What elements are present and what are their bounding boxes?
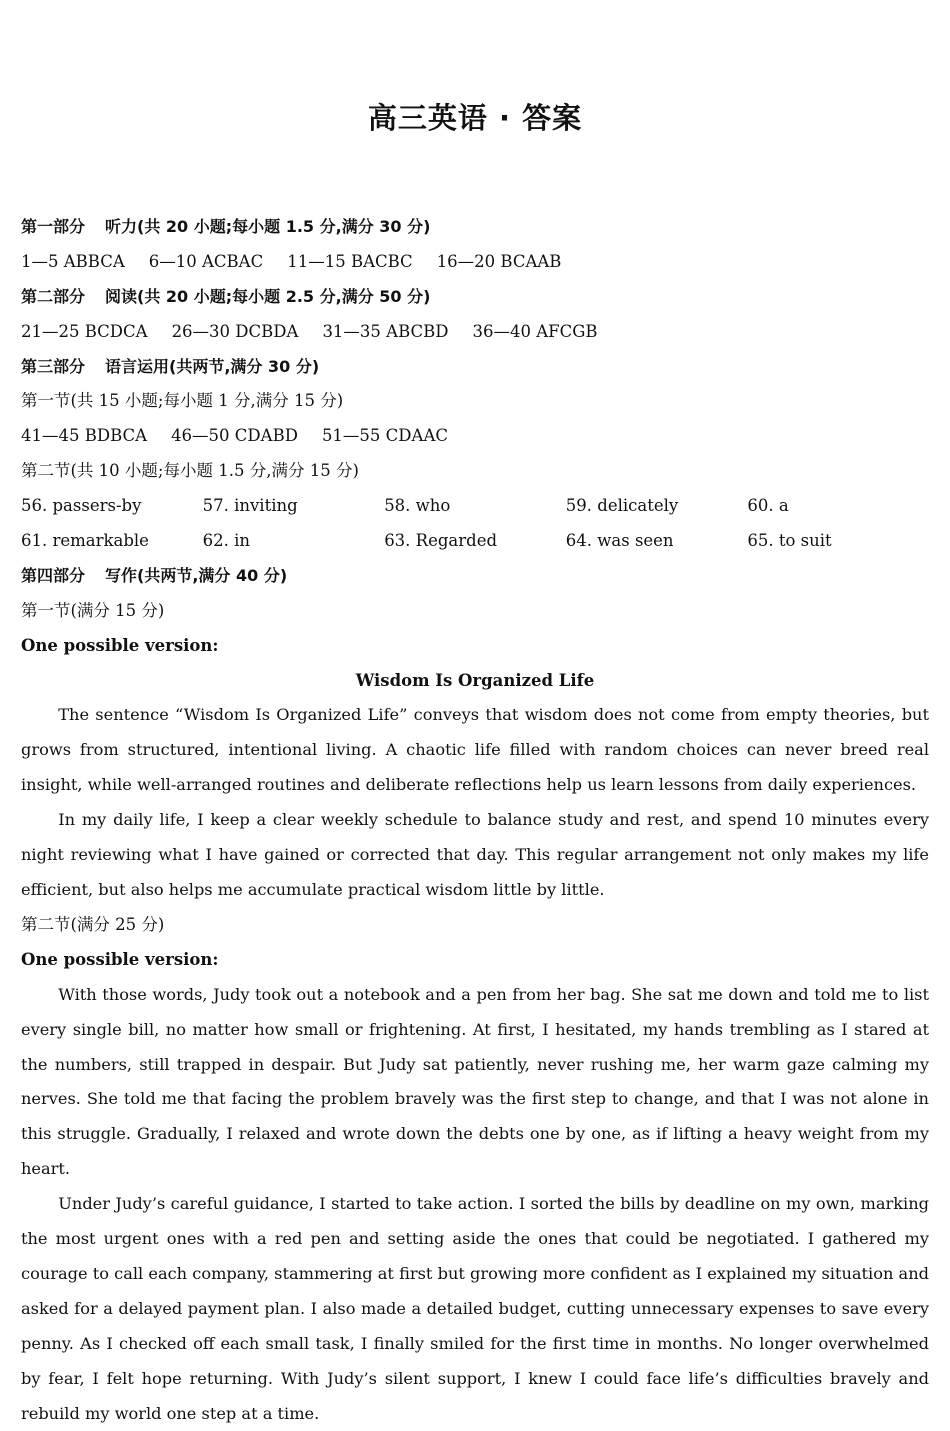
answer-group: 16—20 BCAAB <box>436 251 562 271</box>
version-label: One possible version: <box>21 635 219 655</box>
part4-name: 第四部分 <box>21 565 86 585</box>
grid-answer: 59. delicately <box>565 496 679 516</box>
part2-heading <box>21 280 929 315</box>
part4-section2-heading: 第二节(满分 25 分) <box>21 914 165 934</box>
story-paragraph: Under Judy’s careful guidance, I started to take action. I sorted the bills by deadline on my own, marking the most urgent ones with a red pen and setting aside the ones that could be negotiated. I gathered my courage to call each company, stammering at first but growing more confident as I explained my situation and asked for a delayed payment plan. I also made a detailed budget, cutting unnecessary expenses to save every penny. As I checked off each small task, I finally smiled for the first time in months. No longer overwhelmed by fear, I felt hope returning. With Judy’s silent support, I knew I could face life’s difficulties bravely and rebuild my world one step at a time. <box>21 1194 929 1423</box>
grid-answer: 61. remarkable <box>21 531 149 551</box>
essay-paragraph: The sentence “Wisdom Is Organized Life” conveys that wisdom does not come from empty theories, but grows from structured, intentional living. A chaotic life filled with random choices can never breed real insight, while well-arranged routines and deliberate reflections help us learn lessons from daily experiences. <box>21 705 929 795</box>
answer-group: 36—40 AFCGB <box>472 321 598 341</box>
answer-group: 46—50 CDABD <box>171 426 298 446</box>
part3-section2-heading: 第二节(共 10 小题;每小题 1.5 分,满分 15 分) <box>21 461 359 481</box>
part3-name: 第三部分 <box>21 356 86 376</box>
part2-desc: 阅读(共 20 小题;每小题 2.5 分,满分 50 分) <box>105 286 431 306</box>
answer-group: 11—15 BACBC <box>287 251 413 271</box>
grid-answer: 60. a <box>747 496 789 516</box>
page-title: 高三英语 · 答案 <box>367 101 583 135</box>
answer-group: 31—35 ABCBD <box>322 321 449 341</box>
story-paragraph: With those words, Judy took out a notebook and a pen from her bag. She sat me down and told me to list every single bill, no matter how small or frightening. At first, I hesitated, my hands trembling as I stared at the numbers, still trapped in despair. But Judy sat patiently, never rushing me, her warm gaze calming my nerves. She told me that facing the problem bravely was the first step to change, and that I was not alone in this struggle. Gradually, I relaxed and wrote down the debts one by one, as if lifting a heavy weight from my heart. <box>21 984 929 1179</box>
answer-group: 51—55 CDAAC <box>321 426 448 446</box>
essay-title: Wisdom Is Organized Life <box>355 670 595 690</box>
answer-group: 6—10 ACBAC <box>148 251 264 271</box>
part1-name: 第一部分 <box>21 217 86 236</box>
answer-group: 41—45 BDBCA <box>21 426 148 446</box>
part3-desc: 语言运用(共两节,满分 30 分) <box>105 356 320 376</box>
part1-heading <box>21 210 929 245</box>
answer-group: 21—25 BCDCA <box>21 321 148 341</box>
grid-answer: 62. in <box>202 531 250 551</box>
grid-answer: 64. was seen <box>565 531 674 551</box>
grid-answer: 56. passers-by <box>21 496 142 516</box>
part4-heading <box>21 559 929 594</box>
part1-desc: 听力(共 20 小题;每小题 1.5 分,满分 30 分) <box>105 217 431 236</box>
grid-answer: 57. inviting <box>202 496 298 516</box>
part3-section2-row1 <box>21 489 929 524</box>
part3-section2-row2 <box>21 524 929 559</box>
part4-section1-heading: 第一节(满分 15 分) <box>21 600 165 620</box>
grid-answer: 63. Regarded <box>384 531 498 551</box>
grid-answer: 58. who <box>384 496 451 516</box>
grid-answer: 65. to suit <box>747 531 832 551</box>
answer-group: 1—5 ABBCA <box>21 251 125 271</box>
answer-content <box>21 210 929 1431</box>
part2-name: 第二部分 <box>21 286 86 306</box>
part4-desc: 写作(共两节,满分 40 分) <box>105 565 288 585</box>
part1-answers <box>21 245 929 280</box>
answer-group: 26—30 DCBDA <box>171 321 299 341</box>
part3-section1-answers <box>21 419 929 454</box>
part3-heading <box>21 350 929 385</box>
part2-answers <box>21 315 929 350</box>
essay-paragraph: In my daily life, I keep a clear weekly schedule to balance study and rest, and spend 10 minutes every night reviewing what I have gained or corrected that day. This regular arrangement not only makes my life efficient, but also helps me accumulate practical wisdom little by little. <box>21 810 929 899</box>
part3-section1-heading: 第一节(共 15 小题;每小题 1 分,满分 15 分) <box>21 391 344 411</box>
version-label: One possible version: <box>21 949 219 969</box>
